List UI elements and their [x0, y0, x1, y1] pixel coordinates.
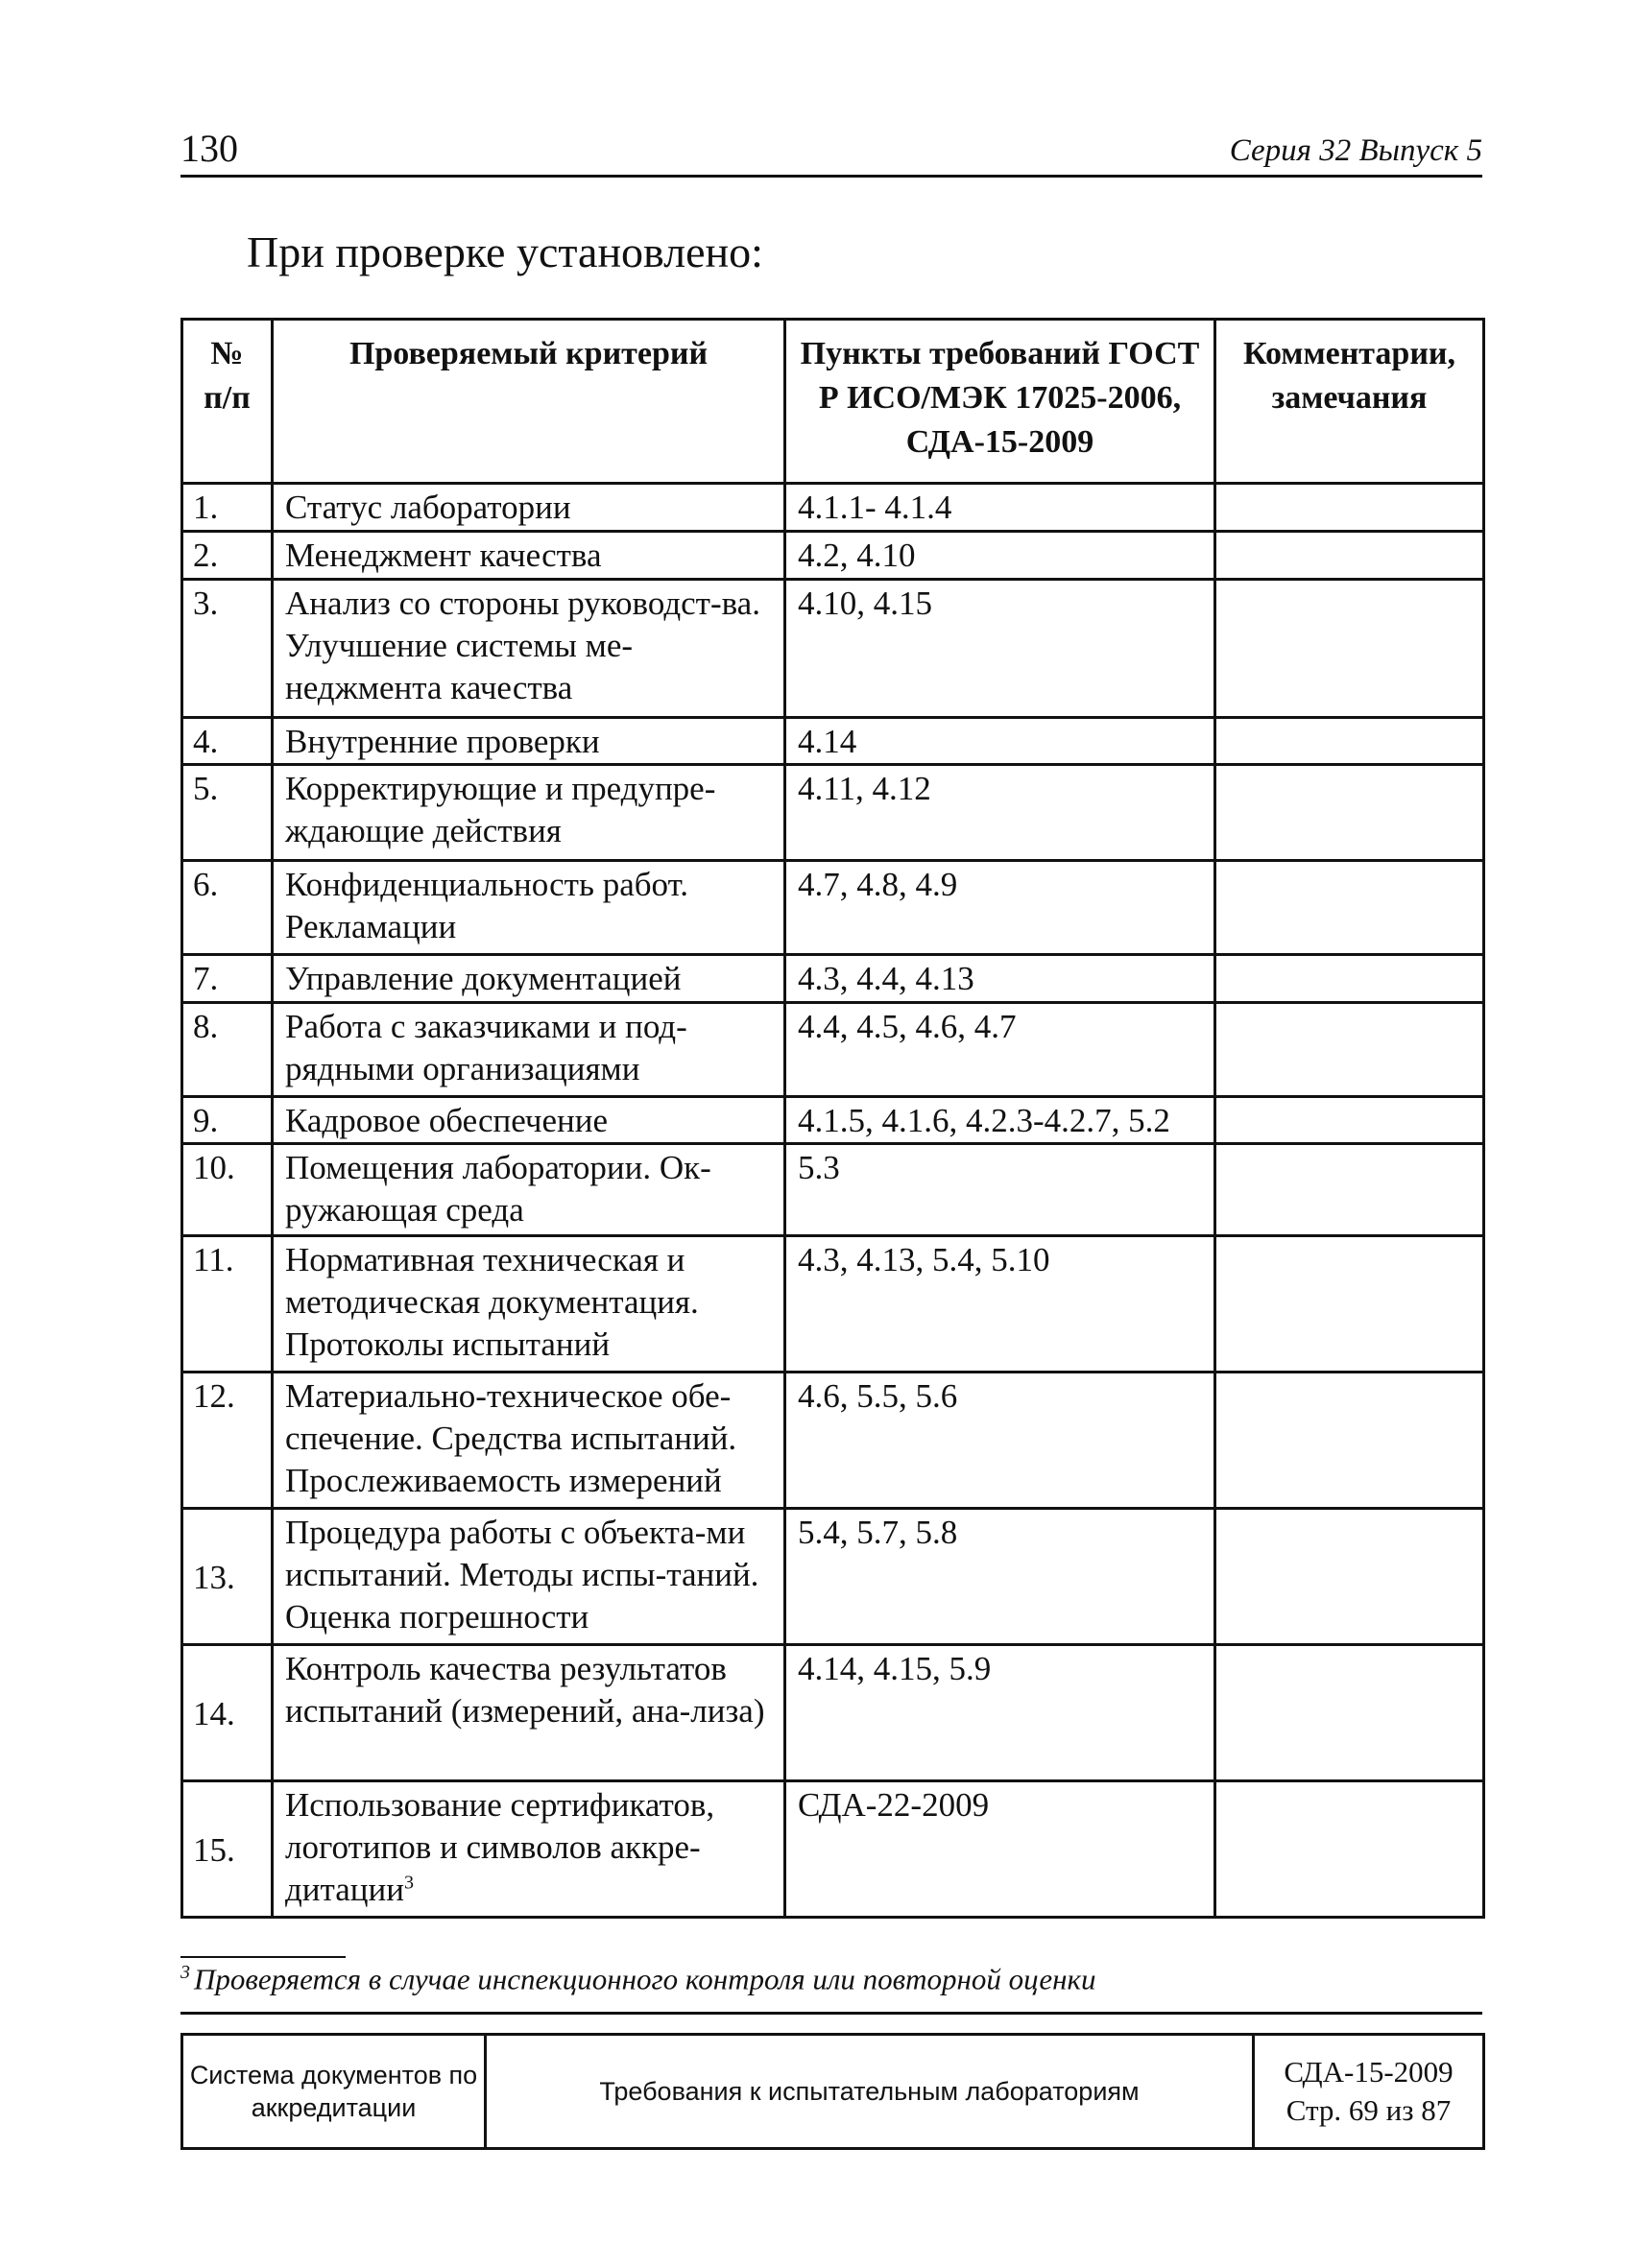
footer-title: Требования к испытательным лабораториям: [486, 2035, 1254, 2149]
row-num: 10.: [182, 1144, 273, 1236]
page-number: 130: [180, 127, 238, 170]
row-num: 14.: [182, 1645, 273, 1781]
row-requirements: 4.6, 5.5, 5.6: [785, 1373, 1215, 1509]
footnote: [180, 1962, 1096, 1996]
row-num: 1.: [182, 484, 273, 532]
table-row: [182, 1509, 1484, 1645]
row-comments: [1215, 1645, 1484, 1781]
row-comments: [1215, 1003, 1484, 1097]
header-criterion: Проверяемый критерий: [273, 320, 785, 484]
footnote-mark: 3: [180, 1962, 190, 1983]
table-row: [182, 580, 1484, 718]
row-num: 6.: [182, 861, 273, 955]
row-comments: [1215, 1144, 1484, 1236]
criteria-table: [180, 318, 1485, 1919]
footnote-text: Проверяется в случае инспекционного контроля или повторной оценки: [194, 1962, 1096, 1996]
row-requirements: 4.14, 4.15, 5.9: [785, 1645, 1215, 1781]
row-criterion: Анализ со стороны руководст-ва. Улучшение системы ме-неджмента качества: [273, 580, 785, 718]
row-criterion: Менеджмент качества: [273, 532, 785, 580]
header-num: № п/п: [182, 320, 273, 484]
row-comments: [1215, 1373, 1484, 1509]
series-label: Серия 32 Выпуск 5: [1229, 133, 1482, 168]
row-comments: [1215, 1509, 1484, 1645]
row-num: 4.: [182, 718, 273, 765]
row-comments: [1215, 718, 1484, 765]
row-criterion: Материально-техническое обе-спечение. Средства испытаний. Прослеживаемость измерений: [273, 1373, 785, 1509]
row-comments: [1215, 955, 1484, 1003]
row-criterion: Помещения лаборатории. Ок-ружающая среда: [273, 1144, 785, 1236]
footnote-divider: [180, 1956, 346, 1958]
row-criterion: Нормативная техническая и методическая документация. Протоколы испытаний: [273, 1236, 785, 1373]
row-criterion-text: Использование сертификатов, логотипов и символов аккре-дитации: [285, 1786, 715, 1908]
row-criterion: Контроль качества результатов испытаний (измерений, ана-лиза): [273, 1645, 785, 1781]
row-comments: [1215, 1236, 1484, 1373]
header-requirements: Пункты требований ГОСТ Р ИСО/МЭК 17025-2006, СДА-15-2009: [785, 320, 1215, 484]
row-criterion: Кадровое обеспечение: [273, 1097, 785, 1144]
footer-doc-info: [1254, 2035, 1484, 2149]
row-comments: [1215, 1097, 1484, 1144]
row-num: 8.: [182, 1003, 273, 1097]
row-requirements: 4.2, 4.10: [785, 532, 1215, 580]
row-comments: [1215, 484, 1484, 532]
footnote-ref: 3: [404, 1872, 414, 1894]
footer-system: Система документов по аккредитации: [182, 2035, 486, 2149]
row-criterion: Работа с заказчиками и под-рядными организациями: [273, 1003, 785, 1097]
table-row: [182, 955, 1484, 1003]
row-requirements: СДА-22-2009: [785, 1781, 1215, 1918]
table-row: [182, 861, 1484, 955]
row-requirements: 4.3, 4.13, 5.4, 5.10: [785, 1236, 1215, 1373]
row-num: 12.: [182, 1373, 273, 1509]
table-row: [182, 1144, 1484, 1236]
row-comments: [1215, 1781, 1484, 1918]
table-header-row: [182, 320, 1484, 484]
row-num: 2.: [182, 532, 273, 580]
header-comments: Комментарии, замечания: [1215, 320, 1484, 484]
row-criterion: Корректирующие и предупре-ждающие действия: [273, 765, 785, 861]
row-criterion: [273, 1781, 785, 1918]
footer-divider: [180, 2012, 1482, 2015]
footer-page-info: Стр. 69 из 87: [1286, 2093, 1452, 2127]
table-row: [182, 484, 1484, 532]
row-num: 9.: [182, 1097, 273, 1144]
row-requirements: 5.3: [785, 1144, 1215, 1236]
row-num: 3.: [182, 580, 273, 718]
row-num: 13.: [182, 1509, 273, 1645]
row-criterion: Статус лаборатории: [273, 484, 785, 532]
row-criterion: Внутренние проверки: [273, 718, 785, 765]
row-num: 5.: [182, 765, 273, 861]
row-comments: [1215, 580, 1484, 718]
table-row: [182, 718, 1484, 765]
row-criterion: Процедура работы с объекта-ми испытаний. Методы испы-таний. Оценка погрешности: [273, 1509, 785, 1645]
table-row: [182, 1645, 1484, 1781]
row-criterion: Конфиденциальность работ. Рекламации: [273, 861, 785, 955]
row-num: 11.: [182, 1236, 273, 1373]
row-comments: [1215, 532, 1484, 580]
row-comments: [1215, 861, 1484, 955]
table-row: [182, 765, 1484, 861]
table-row: [182, 1781, 1484, 1918]
intro-text: При проверке установлено:: [247, 227, 763, 276]
footer-doc-code: СДА-15-2009: [1284, 2055, 1454, 2089]
row-requirements: 4.14: [785, 718, 1215, 765]
row-comments: [1215, 765, 1484, 861]
table-row: [182, 1097, 1484, 1144]
row-requirements: 5.4, 5.7, 5.8: [785, 1509, 1215, 1645]
page-header: [180, 123, 1482, 178]
row-requirements: 4.1.1- 4.1.4: [785, 484, 1215, 532]
row-requirements: 4.7, 4.8, 4.9: [785, 861, 1215, 955]
table-row: [182, 532, 1484, 580]
row-requirements: 4.1.5, 4.1.6, 4.2.3-4.2.7, 5.2: [785, 1097, 1215, 1144]
row-num: 7.: [182, 955, 273, 1003]
row-requirements: 4.3, 4.4, 4.13: [785, 955, 1215, 1003]
row-requirements: 4.11, 4.12: [785, 765, 1215, 861]
row-requirements: 4.10, 4.15: [785, 580, 1215, 718]
row-requirements: 4.4, 4.5, 4.6, 4.7: [785, 1003, 1215, 1097]
footer-table: [180, 2033, 1485, 2150]
table-row: [182, 1003, 1484, 1097]
row-criterion: Управление документацией: [273, 955, 785, 1003]
row-num: 15.: [182, 1781, 273, 1918]
table-row: [182, 1236, 1484, 1373]
table-row: [182, 1373, 1484, 1509]
